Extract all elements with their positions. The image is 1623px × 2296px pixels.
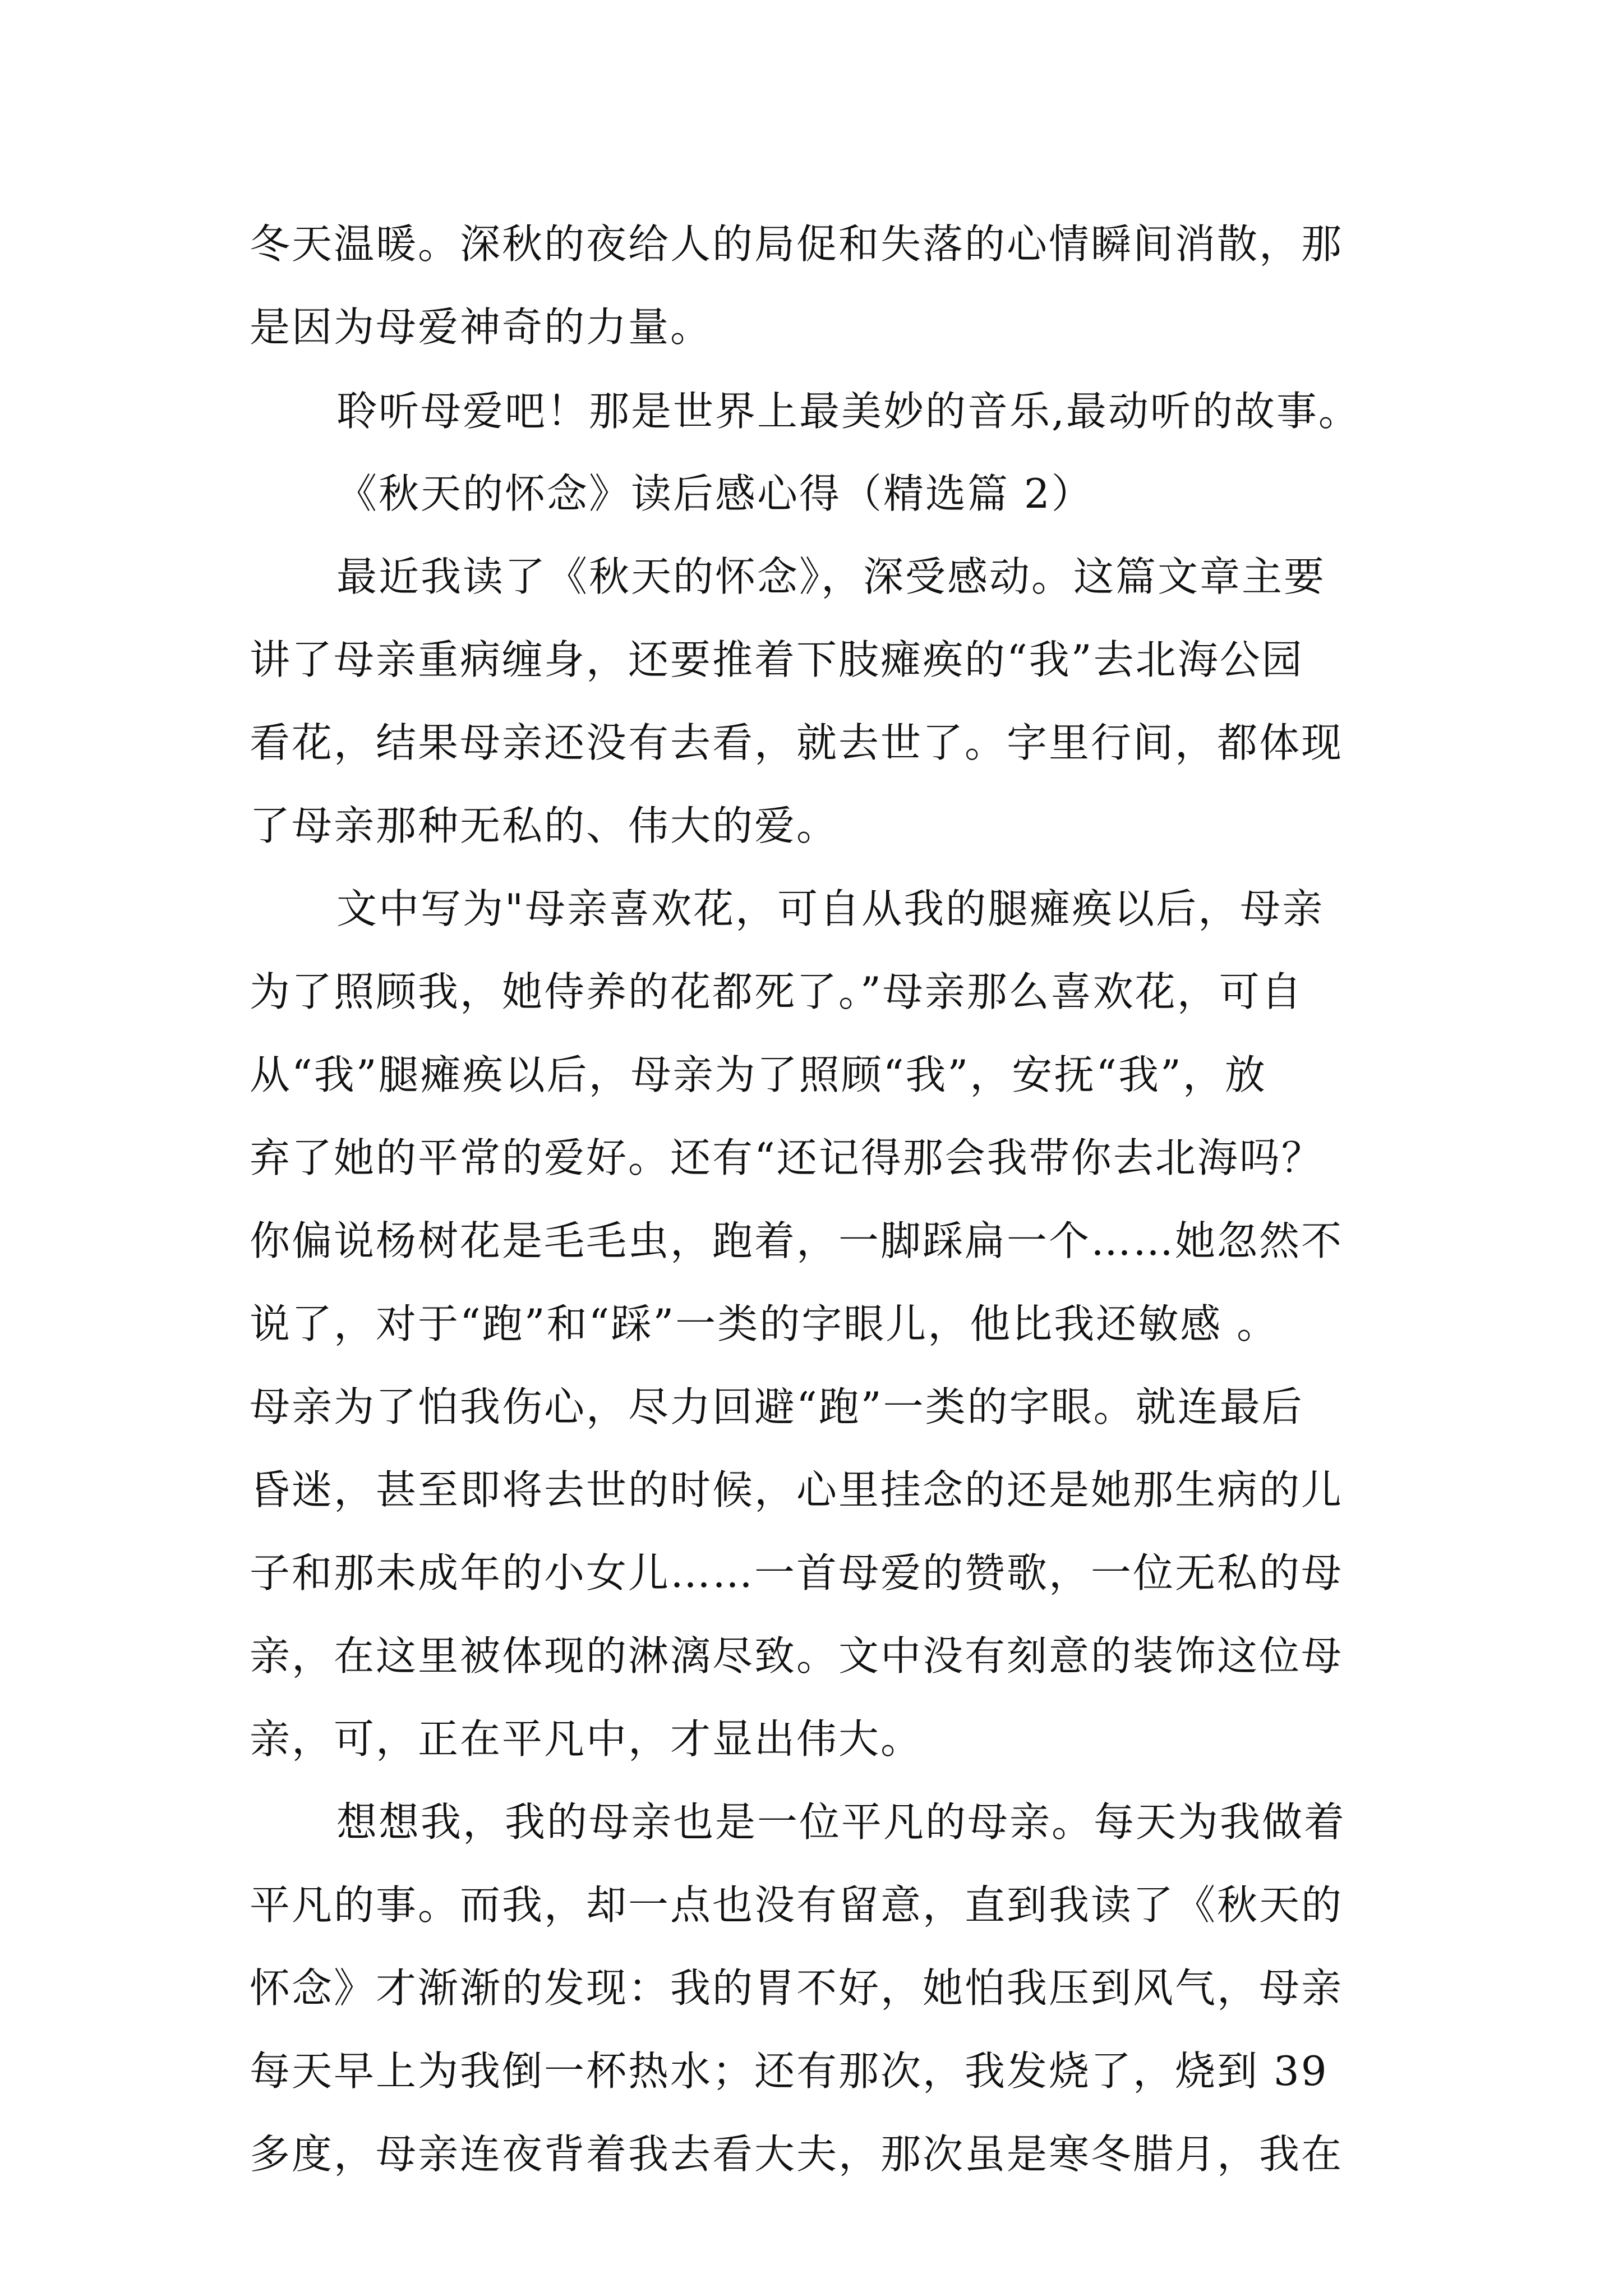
text-line-13: 你偏说杨树花是毛毛虫，跑着，一脚踩扁一个……她忽然不	[250, 1217, 1344, 1264]
text-line-1: 冬天温暖。深秋的夜给人的局促和失落的心情瞬间消散，那	[250, 220, 1344, 268]
text-line-6: 讲了母亲重病缠身，还要推着下肢瘫痪的“我”去北海公园	[250, 636, 1304, 683]
text-line-24: 多度，母亲连夜背着我去看大夫，那次虽是寒冬腊月，我在	[250, 2131, 1344, 2178]
text-line-22: 怀念》才渐渐的发现：我的胃不好，她怕我压到风气，母亲	[250, 1964, 1344, 2012]
text-line-19: 亲，可，正在平凡中，才显出伟大。	[250, 1715, 923, 1763]
text-line-9: 文中写为"母亲喜欢花，可自从我的腿瘫痪以后，母亲	[336, 885, 1325, 932]
text-line-11: 从“我”腿瘫痪以后，母亲为了照顾“我”，安抚“我”，放	[250, 1051, 1267, 1098]
text-line-17: 子和那未成年的小女儿……一首母爱的赞歌，一位无私的母	[250, 1549, 1344, 1596]
text-line-12: 弃了她的平常的爱好。还有“还记得那会我带你去北海吗？	[250, 1134, 1324, 1181]
text-line-5: 最近我读了《秋天的怀念》，深受感动。这篇文章主要	[336, 553, 1326, 600]
text-line-21: 平凡的事。而我，却一点也没有留意，直到我读了《秋天的	[250, 1881, 1344, 1929]
text-line-20: 想想我，我的母亲也是一位平凡的母亲。每天为我做着	[336, 1798, 1347, 1846]
text-line-14: 说了，对于“跑”和“踩”一类的字眼儿，他比我还敏感 。	[250, 1300, 1279, 1347]
text-line-7: 看花，结果母亲还没有去看，就去世了。字里行间，都体现	[250, 719, 1344, 766]
text-line-2: 是因为母爱神奇的力量。	[250, 303, 713, 351]
text-line-23: 每天早上为我倒一杯热水；还有那次，我发烧了，烧到 39	[250, 2047, 1329, 2095]
text-line-8: 了母亲那种无私的、伟大的爱。	[250, 802, 839, 849]
text-line-16: 昏迷，甚至即将去世的时候，心里挂念的还是她那生病的儿	[250, 1466, 1344, 1513]
text-line-3: 聆听母爱吧！那是世界上最美妙的音乐,最动听的故事。	[336, 388, 1361, 435]
section-title: 《秋天的怀念》读后感心得（精选篇 2）	[336, 470, 1094, 517]
text-line-18: 亲，在这里被体现的淋漓尽致。文中没有刻意的装饰这位母	[250, 1632, 1344, 1680]
text-line-10: 为了照顾我，她侍养的花都死了。”母亲那么喜欢花，可自	[250, 968, 1303, 1015]
text-line-15: 母亲为了怕我伤心，尽力回避“跑”一类的字眼。就连最后	[250, 1383, 1304, 1430]
